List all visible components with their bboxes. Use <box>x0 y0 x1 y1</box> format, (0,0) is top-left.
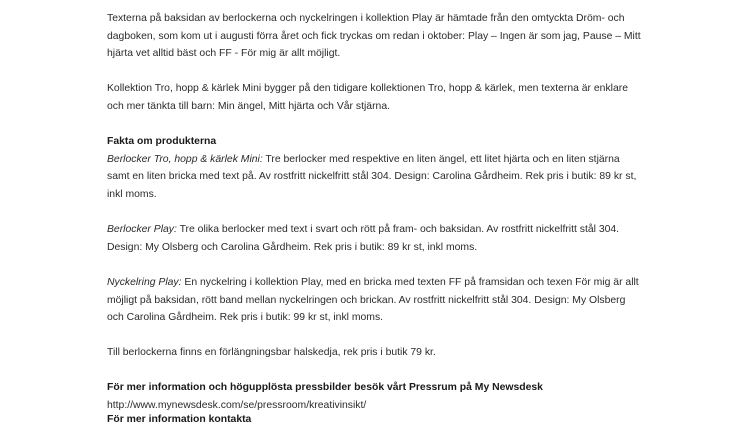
fact-lead: Berlocker Play: <box>107 224 177 236</box>
press-heading: För mer information och högupplösta pressbilder besök vårt Pressrum på My Newsdesk <box>107 382 543 394</box>
fact-item-mini <box>107 151 642 204</box>
fact-paragraph <box>107 221 642 256</box>
fact-lead: Nyckelring Play: <box>107 276 182 288</box>
document-body <box>107 10 642 432</box>
fact-item-play <box>107 221 642 256</box>
mini-paragraph <box>107 80 642 115</box>
fact-text: En nyckelring i kollektion Play, med en bricka med texten FF på framsidan och texen För mig är allt möjligt på baksidan, rött band mellan nyckelringen och brickan. Av rostfritt nickelfritt stål 304. Design: My Olsberg och Carolina Gårdheim. Rek pris i butik: 99 kr st, inkl moms. <box>107 276 639 324</box>
press-section <box>107 379 642 414</box>
facts-section <box>107 133 642 203</box>
chain-text: Till berlockerna finns en förlängningsbar halskedja, rek pris i butik 79 kr. <box>107 347 436 359</box>
chain-paragraph <box>107 344 642 362</box>
fact-lead: Berlocker Tro, hopp & kärlek Mini: <box>107 153 263 165</box>
intro-paragraph <box>107 10 642 63</box>
fact-item-keyring <box>107 274 642 327</box>
contact-heading-partial: För mer information kontakta <box>107 414 252 425</box>
fact-text: Tre olika berlocker med text i svart och rött på fram- och baksidan. Av rostfritt nickelfritt stål 304. Design: My Olsberg och Carolina Gårdheim. Rek pris i butik: 89 kr st, inkl moms. <box>107 224 620 253</box>
mini-text: Kollektion Tro, hopp & kärlek Mini bygger på den tidigare kollektionen Tro, hopp & kärlek, men texterna är enklare och mer tänkta till barn: Min ängel, Mitt hjärta och Vår stjärna. <box>107 83 628 112</box>
facts-heading: Fakta om produkterna <box>107 136 217 148</box>
pressroom-link[interactable]: http://www.mynewsdesk.com/se/pressroom/kreativinsikt/ <box>107 400 367 412</box>
fact-text: Tre berlocker med respektive en liten ängel, ett litet hjärta och en liten stjärna samt en liten bricka med text på. Av rostfritt nickelfritt stål 304. Design: Carolina Gårdheim. Rek pris i butik: 89 kr st, inkl moms. <box>107 153 637 200</box>
intro-text: Texterna på baksidan av berlockerna och nyckelringen i kollektion Play är hämtade från den omtyckta Dröm- och dagboken, som kom ut i augusti förra året och fick tryckas om redan i oktober: Play – Ingen är som jag, Pause – Mitt hjärta vet alltid bäst och FF - För mig är allt möjligt. <box>107 13 641 60</box>
fact-paragraph <box>107 274 642 327</box>
